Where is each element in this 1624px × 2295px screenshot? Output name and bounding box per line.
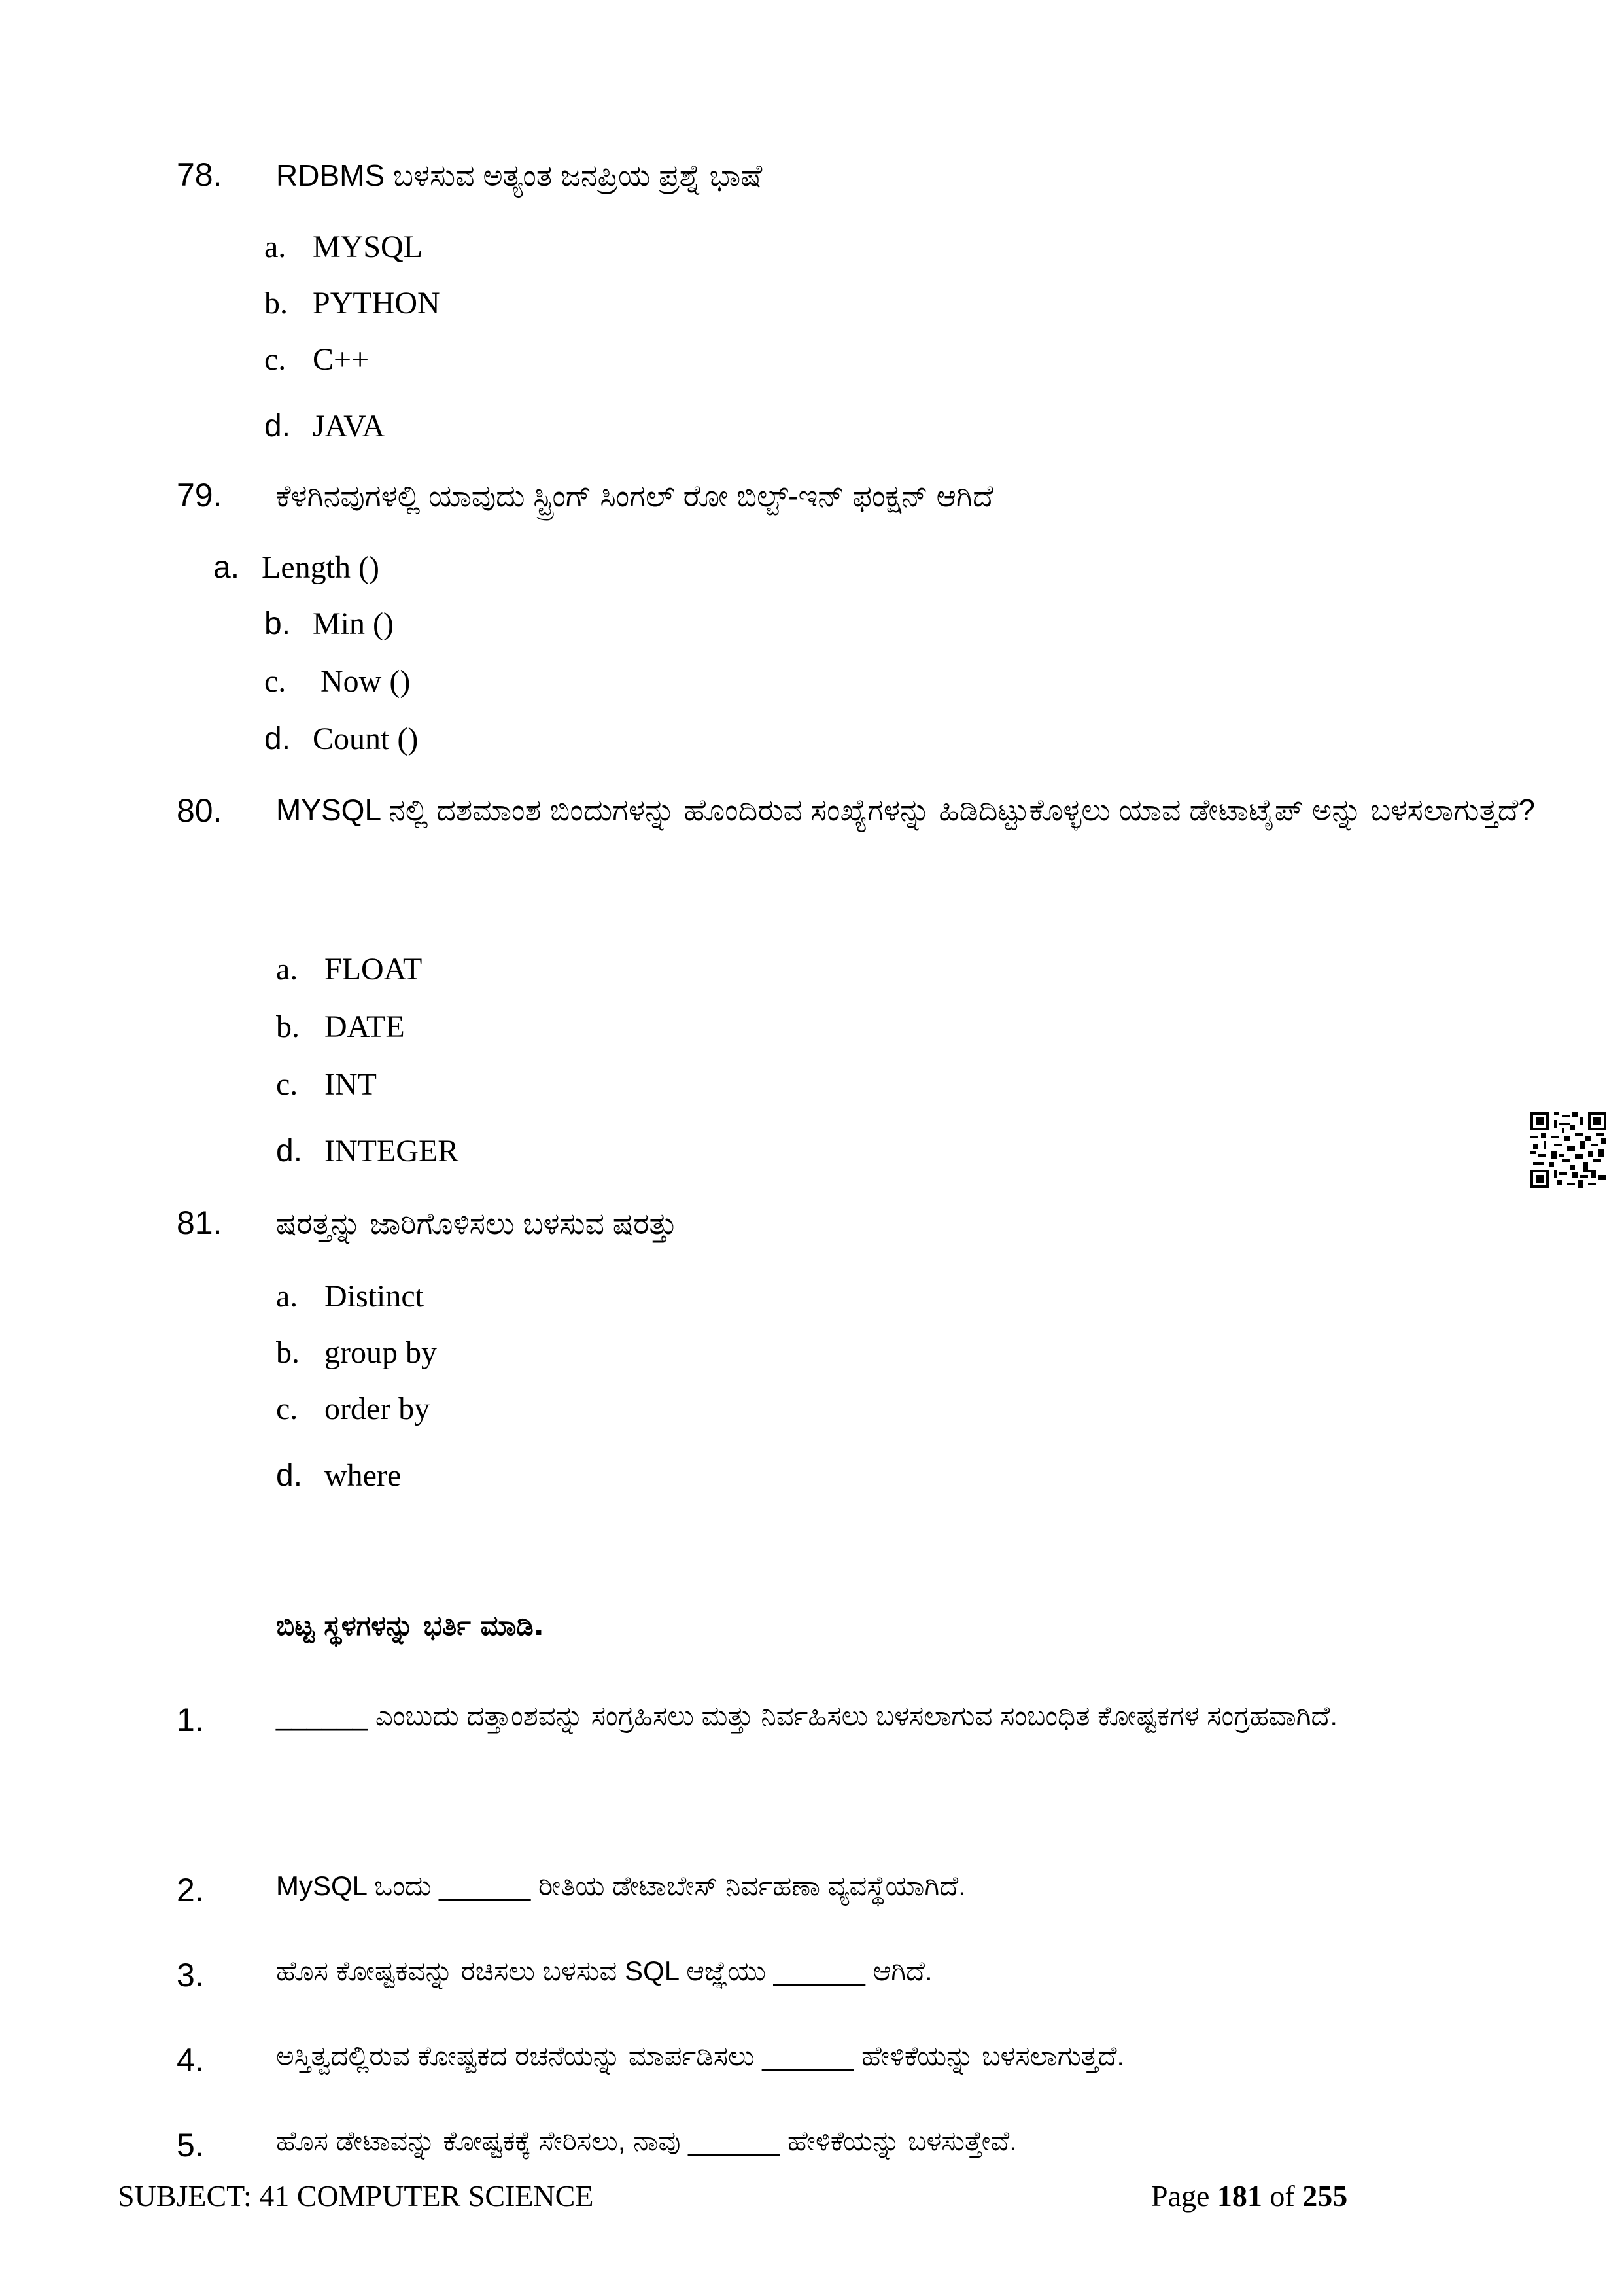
item-text: ಅಸ್ತಿತ್ವದಲ್ಲಿರುವ ಕೋಷ್ಟಕದ ರಚನೆಯನ್ನು ಮಾರ್ಪಡಿಸಲು ______ ಹೇಳಿಕೆಯನ್ನು ಬಳಸಲಾಗುತ್ತದೆ. [276, 2041, 1125, 2071]
qr-code-icon [1530, 1112, 1606, 1188]
question-number: 80. [177, 792, 222, 829]
item-number: 3. [177, 1957, 204, 1993]
section-heading: ಬಿಟ್ಟ ಸ್ಥಳಗಳನ್ನು ಭರ್ತಿ ಮಾಡಿ. [276, 1609, 544, 1641]
option-a: a. Length () [213, 550, 379, 585]
item-number: 5. [177, 2127, 204, 2164]
option-c: c. order by [276, 1392, 430, 1426]
option-c: c. C++ [264, 342, 370, 377]
option-c: c. INT [276, 1067, 377, 1102]
question-number: 79. [177, 477, 222, 514]
question-text: MYSQL ನಲ್ಲಿ ದಶಮಾಂಶ ಬಿಂದುಗಳನ್ನು ಹೊಂದಿರುವ ಸಂಖ್ಯೆಗಳನ್ನು ಹಿಡಿದಿಟ್ಟುಕೊಳ್ಳಲು ಯಾವ ಡೇಟಾಟೈಪ್ ಅನ್ನು ಬಳಸಲಾಗುತ್ತದೆ? [276, 793, 1535, 827]
option-c: c. Now () [264, 664, 411, 699]
option-d: d. Count () [264, 722, 419, 756]
option-b: b. DATE [276, 1009, 405, 1044]
option-d: d. where [276, 1458, 402, 1493]
option-d: d. JAVA [264, 409, 385, 444]
option-b: b. group by [276, 1335, 437, 1370]
item-number: 2. [177, 1872, 204, 1908]
footer-subject: SUBJECT: 41 COMPUTER SCIENCE [118, 2179, 594, 2213]
option-a: a. FLOAT [276, 952, 423, 987]
item-text: ಹೊಸ ಕೋಷ್ಟಕವನ್ನು ರಚಿಸಲು ಬಳಸುವ SQL ಆಜ್ಞೆಯು ______ ಆಗಿದೆ. [276, 1955, 933, 1986]
question-number: 78. [177, 156, 222, 193]
option-a: a. Distinct [276, 1279, 424, 1314]
item-number: 4. [177, 2042, 204, 2078]
item-number: 1. [177, 1702, 204, 1738]
question-text: RDBMS ಬಳಸುವ ಅತ್ಯಂತ ಜನಪ್ರಿಯ ಪ್ರಶ್ನೆ ಭಾಷೆ [276, 158, 763, 192]
option-a: a. MYSQL [264, 230, 423, 264]
item-text: ______ ಎಂಬುದು ದತ್ತಾಂಶವನ್ನು ಸಂಗ್ರಹಿಸಲು ಮತ್ತು ನಿರ್ವಹಿಸಲು ಬಳಸಲಾಗುವ ಸಂಬಂಧಿತ ಕೋಷ್ಟಕಗಳ ಸಂಗ್ರಹವಾಗಿದೆ. [276, 1700, 1338, 1731]
option-b: b. Min () [264, 606, 394, 641]
question-text: ಕೆಳಗಿನವುಗಳಲ್ಲಿ ಯಾವುದು ಸ್ಟ್ರಿಂಗ್ ಸಿಂಗಲ್ ರೋ ಬಿಲ್ಟ್-ಇನ್ ಫಂಕ್ಷನ್ ಆಗಿದೆ [276, 479, 993, 513]
question-text: ಷರತ್ತನ್ನು ಜಾರಿಗೊಳಿಸಲು ಬಳಸುವ ಷರತ್ತು [276, 1206, 678, 1240]
footer-page-number: Page 181 of 255 [1151, 2179, 1348, 2213]
item-text: MySQL ಒಂದು ______ ರೀತಿಯ ಡೇಟಾಬೇಸ್ ನಿರ್ವಹಣಾ ವ್ಯವಸ್ಥೆಯಾಗಿದೆ. [276, 1870, 966, 1901]
question-number: 81. [177, 1204, 222, 1241]
option-d: d. INTEGER [276, 1134, 459, 1168]
option-b: b. PYTHON [264, 286, 440, 321]
item-text: ಹೊಸ ಡೇಟಾವನ್ನು ಕೋಷ್ಟಕಕ್ಕೆ ಸೇರಿಸಲು, ನಾವು ______ ಹೇಳಿಕೆಯನ್ನು ಬಳಸುತ್ತೇವೆ. [276, 2126, 1017, 2156]
